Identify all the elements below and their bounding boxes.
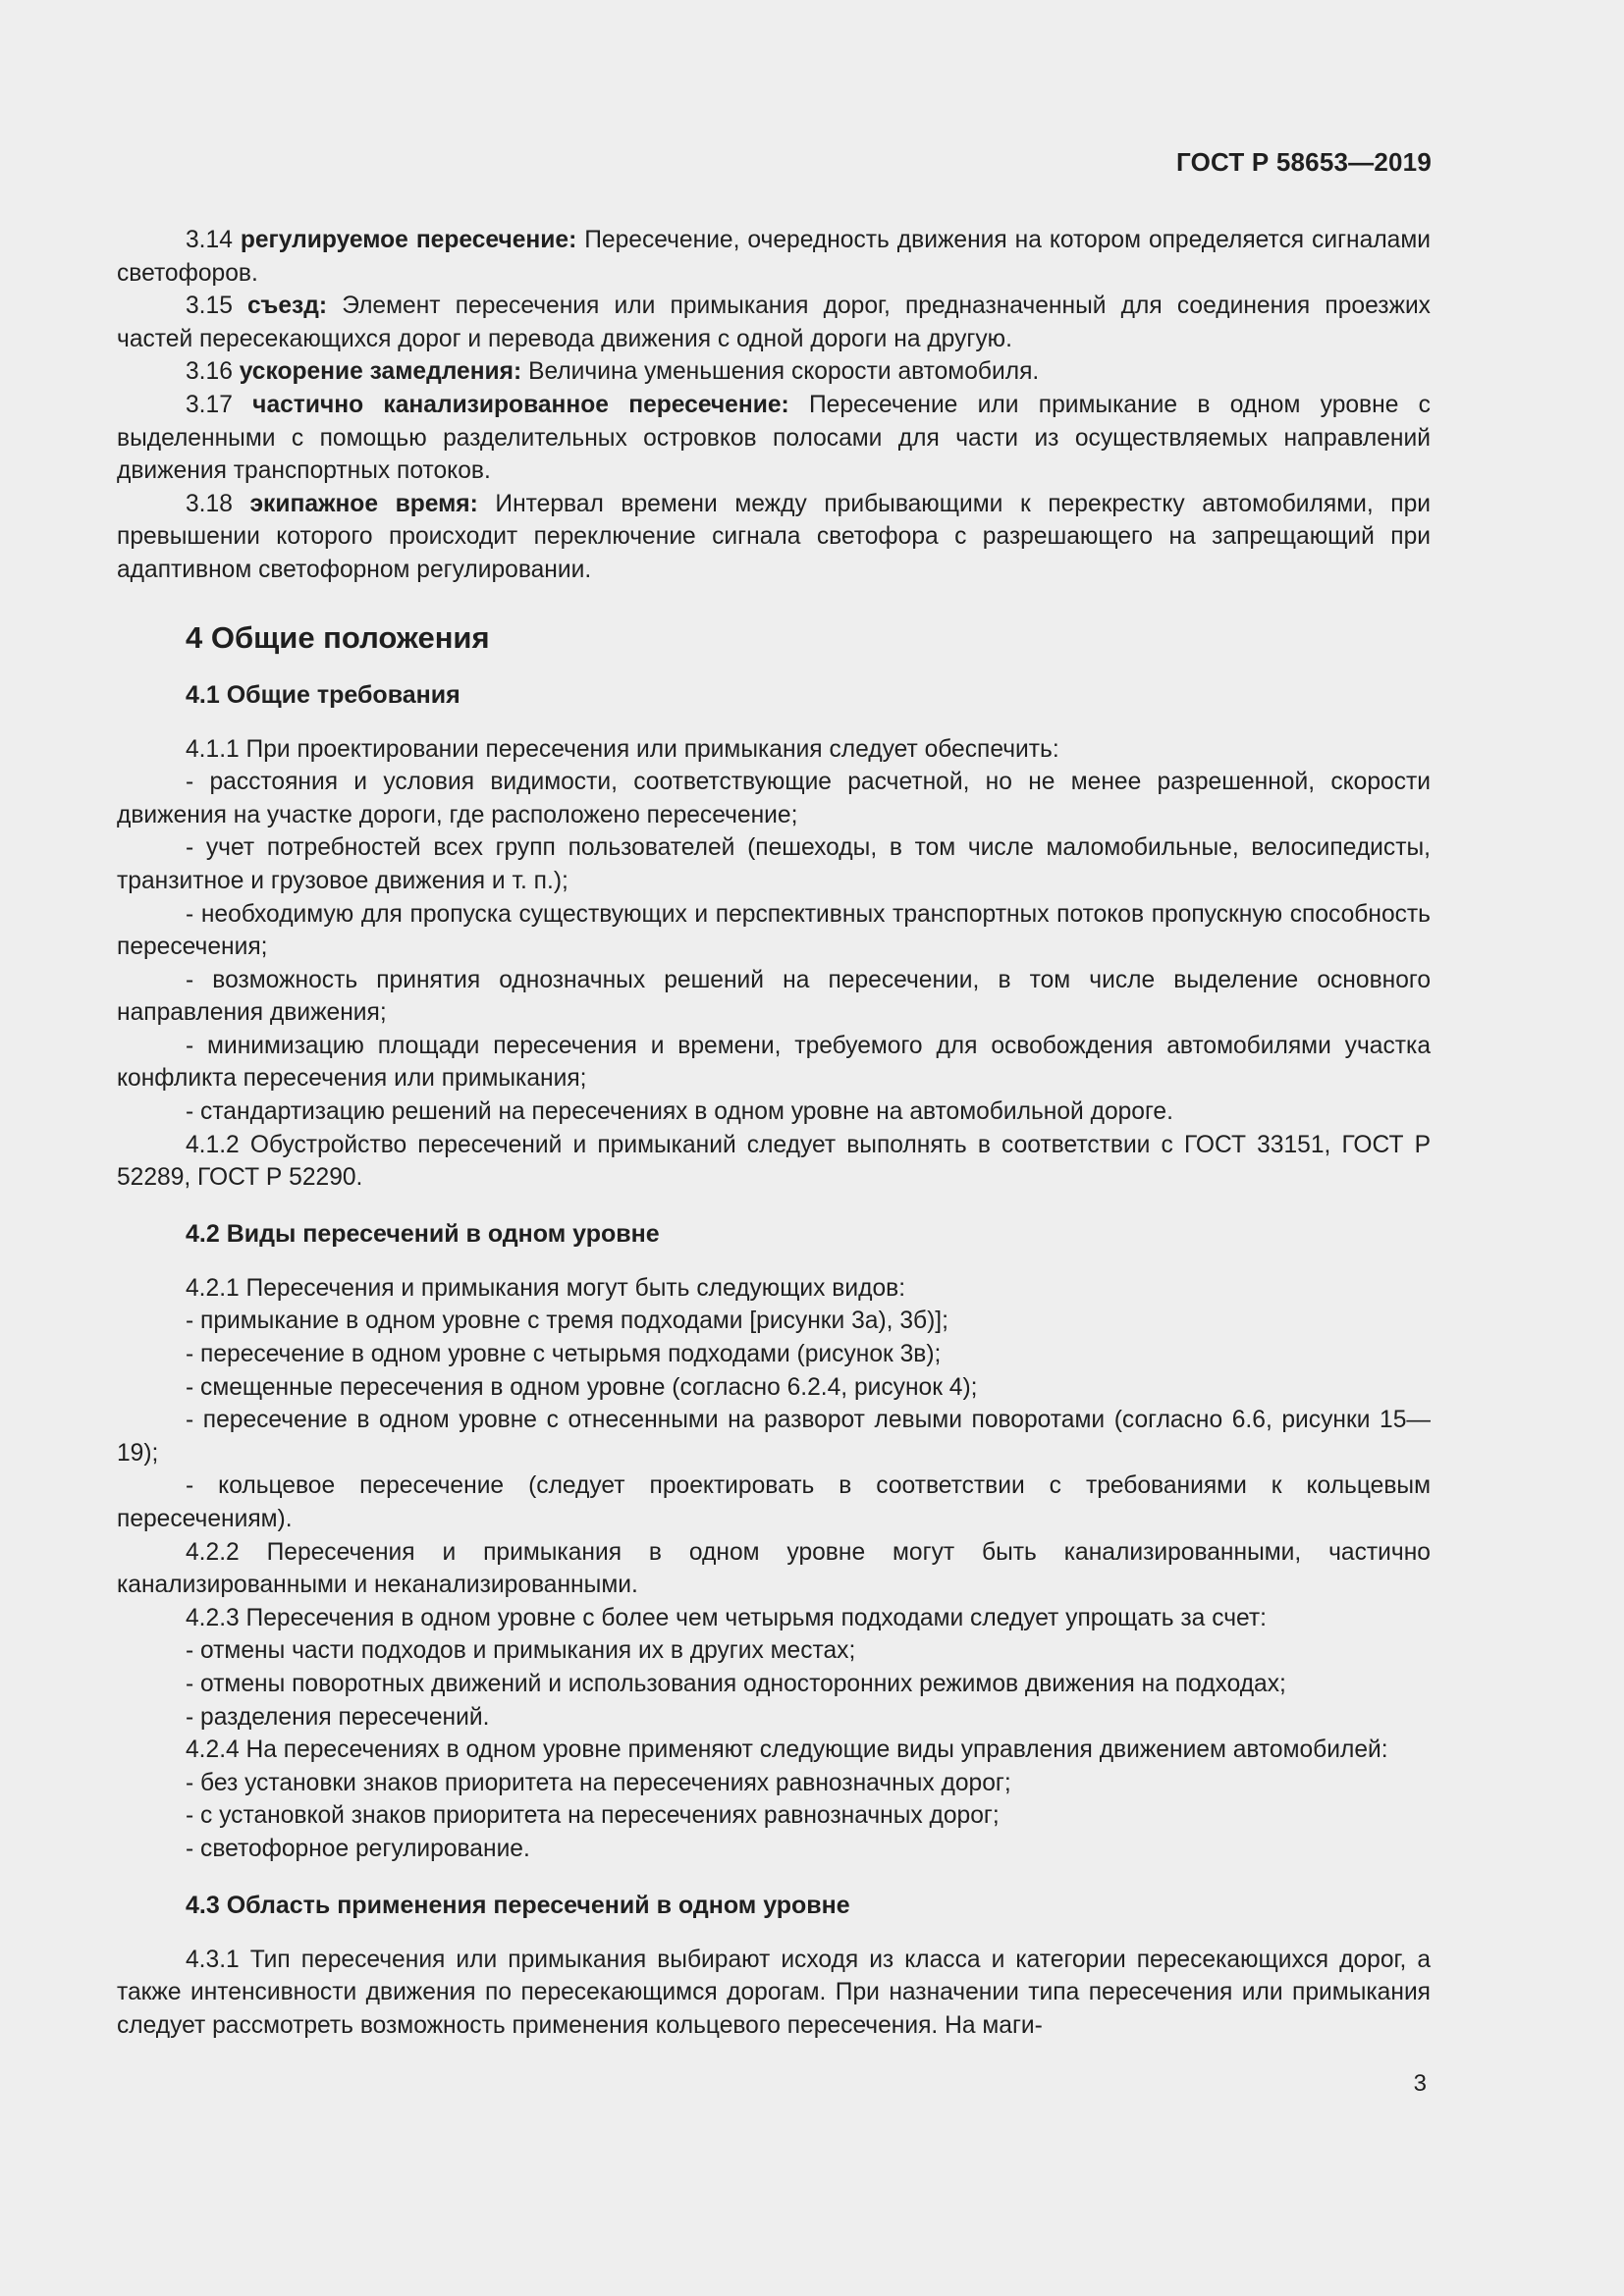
list-item: - учет потребностей всех групп пользователей (пешеходы, в том числе маломобильные, велосипедисты, транзитное и грузовое движения и т. п.); <box>117 834 1431 894</box>
section-4-heading: 4 Общие положения <box>186 619 490 655</box>
list-item: - расстояния и условия видимости, соответствующие расчетной, но не менее разрешенной, скорости движения на участке дороги, где расположено пересечение; <box>117 769 1431 828</box>
definition-term: экипажное время: <box>249 490 478 517</box>
list-item: - отмены поворотных движений и использования односторонних режимов движения на подходах; <box>186 1670 1286 1697</box>
list-item: - кольцевое пересечение (следует проектировать в соответствии с требованиями к кольцевым пересечениям). <box>117 1472 1431 1532</box>
list-item: - пересечение в одном уровне с отнесенными на разворот левыми поворотами (согласно 6.6, рисунки 15—19); <box>117 1407 1431 1467</box>
list-item: - отмены части подходов и примыкания их в других местах; <box>186 1637 856 1665</box>
paragraph: 4.3.1 Тип пересечения или примыкания выбирают исходя из класса и категории пересекающихся дорог, а также интенсивности движения по пересекающимся дорогам. При назначении типа пересечения или примыкания следует рассмотреть возможность применения кольцевого пересечения. На маги- <box>117 1946 1431 2039</box>
definition-3-14: 3.14 регулируемое пересечение: Пересечение, очередность движения на котором определяется сигналами светофоров. <box>117 227 1431 287</box>
document-code-header: ГОСТ Р 58653—2019 <box>1176 147 1432 177</box>
definition-term: ускорение замедления: <box>239 358 522 386</box>
definition-text: Интервал времени между прибывающими к перекрестку автомобилями, при превышении которого происходит переключение сигнала светофора с разрешающего на запрещающий при адаптивном светофорном регулировании. <box>117 490 1431 583</box>
definition-text: Пересечение или примыкание в одном уровне с выделенными с помощью разделительных островков полосами для части из осуществляемых направлений движения транспортных потоков. <box>117 391 1431 485</box>
section-4-1-heading: 4.1 Общие требования <box>186 680 460 709</box>
definition-term: регулируемое пересечение: <box>240 227 577 253</box>
paragraph: 4.2.3 Пересечения в одном уровне с более чем четырьмя подходами следует упрощать за счет: <box>186 1604 1267 1631</box>
list-item: - минимизацию площади пересечения и времени, требуемого для освобождения автомобилями участка конфликта пересечения или примыкания; <box>117 1032 1431 1093</box>
list-item: - смещенные пересечения в одном уровне (согласно 6.2.4, рисунок 4); <box>186 1373 978 1401</box>
definition-text: Величина уменьшения скорости автомобиля. <box>528 358 1040 386</box>
definition-text: Элемент пересечения или примыкания дорог, предназначенный для соединения проезжих частей пересекающихся дорог и перевода движения с одной дороги на другую. <box>117 293 1431 352</box>
definition-text: Пересечение, очередность движения на котором определяется сигналами светофоров. <box>117 227 1431 287</box>
section-4-2-heading: 4.2 Виды пересечений в одном уровне <box>186 1219 660 1248</box>
paragraph: 4.1.2 Обустройство пересечений и примыканий следует выполнять в соответствии с ГОСТ 33151, ГОСТ Р 52289, ГОСТ Р 52290. <box>117 1131 1431 1192</box>
list-item: - стандартизацию решений на пересечениях в одном уровне на автомобильной дороге. <box>186 1098 1173 1126</box>
list-item: - возможность принятия однозначных решений на пересечении, в том числе выделение основного направления движения; <box>117 966 1431 1027</box>
definition-3-17: 3.17 частично канализированное пересечение: Пересечение или примыкание в одном уровне с выделенными с помощью разделительных островков полосами для части из осуществляемых направлений движения транспортных потоков. <box>117 391 1431 485</box>
page-number: 3 <box>1413 2070 1427 2097</box>
list-item: - светофорное регулирование. <box>186 1835 530 1862</box>
list-item: - необходимую для пропуска существующих и перспективных транспортных потоков пропускную способность пересечения; <box>117 900 1431 961</box>
page-content <box>117 224 1431 2042</box>
definition-term: частично канализированное пересечение: <box>252 391 789 418</box>
paragraph: 4.2.1 Пересечения и примыкания могут быть следующих видов: <box>186 1274 906 1302</box>
list-item: - пересечение в одном уровне с четырьмя подходами (рисунок 3в); <box>186 1341 942 1368</box>
paragraph: 4.2.2 Пересечения и примыкания в одном уровне могут быть канализированными, частично канализированными и неканализированными. <box>117 1538 1431 1599</box>
paragraph: 4.1.1 При проектировании пересечения или примыкания следует обеспечить: <box>186 735 1059 763</box>
definition-3-16: 3.16 ускорение замедления: Величина уменьшения скорости автомобиля. <box>186 358 1040 386</box>
definition-term: съезд: <box>247 293 328 320</box>
list-item: - примыкание в одном уровне с тремя подходами [рисунки 3а), 3б)]; <box>186 1308 948 1335</box>
list-item: - без установки знаков приоритета на пересечениях равнозначных дорог; <box>186 1769 1011 1796</box>
list-item: - с установкой знаков приоритета на пересечениях равнозначных дорог; <box>186 1802 1000 1830</box>
definition-3-18: 3.18 экипажное время: Интервал времени между прибывающими к перекрестку автомобилями, при превышении которого происходит переключение сигнала светофора с разрешающего на запрещающий при адаптивном светофорном регулировании. <box>117 490 1431 583</box>
paragraph: 4.2.4 На пересечениях в одном уровне применяют следующие виды управления движением автомобилей: <box>186 1736 1388 1764</box>
definition-3-15: 3.15 съезд: Элемент пересечения или примыкания дорог, предназначенный для соединения проезжих частей пересекающихся дорог и перевода движения с одной дороги на другую. <box>117 293 1431 352</box>
list-item: - разделения пересечений. <box>186 1703 490 1731</box>
section-4-3-heading: 4.3 Область применения пересечений в одном уровне <box>186 1891 850 1919</box>
